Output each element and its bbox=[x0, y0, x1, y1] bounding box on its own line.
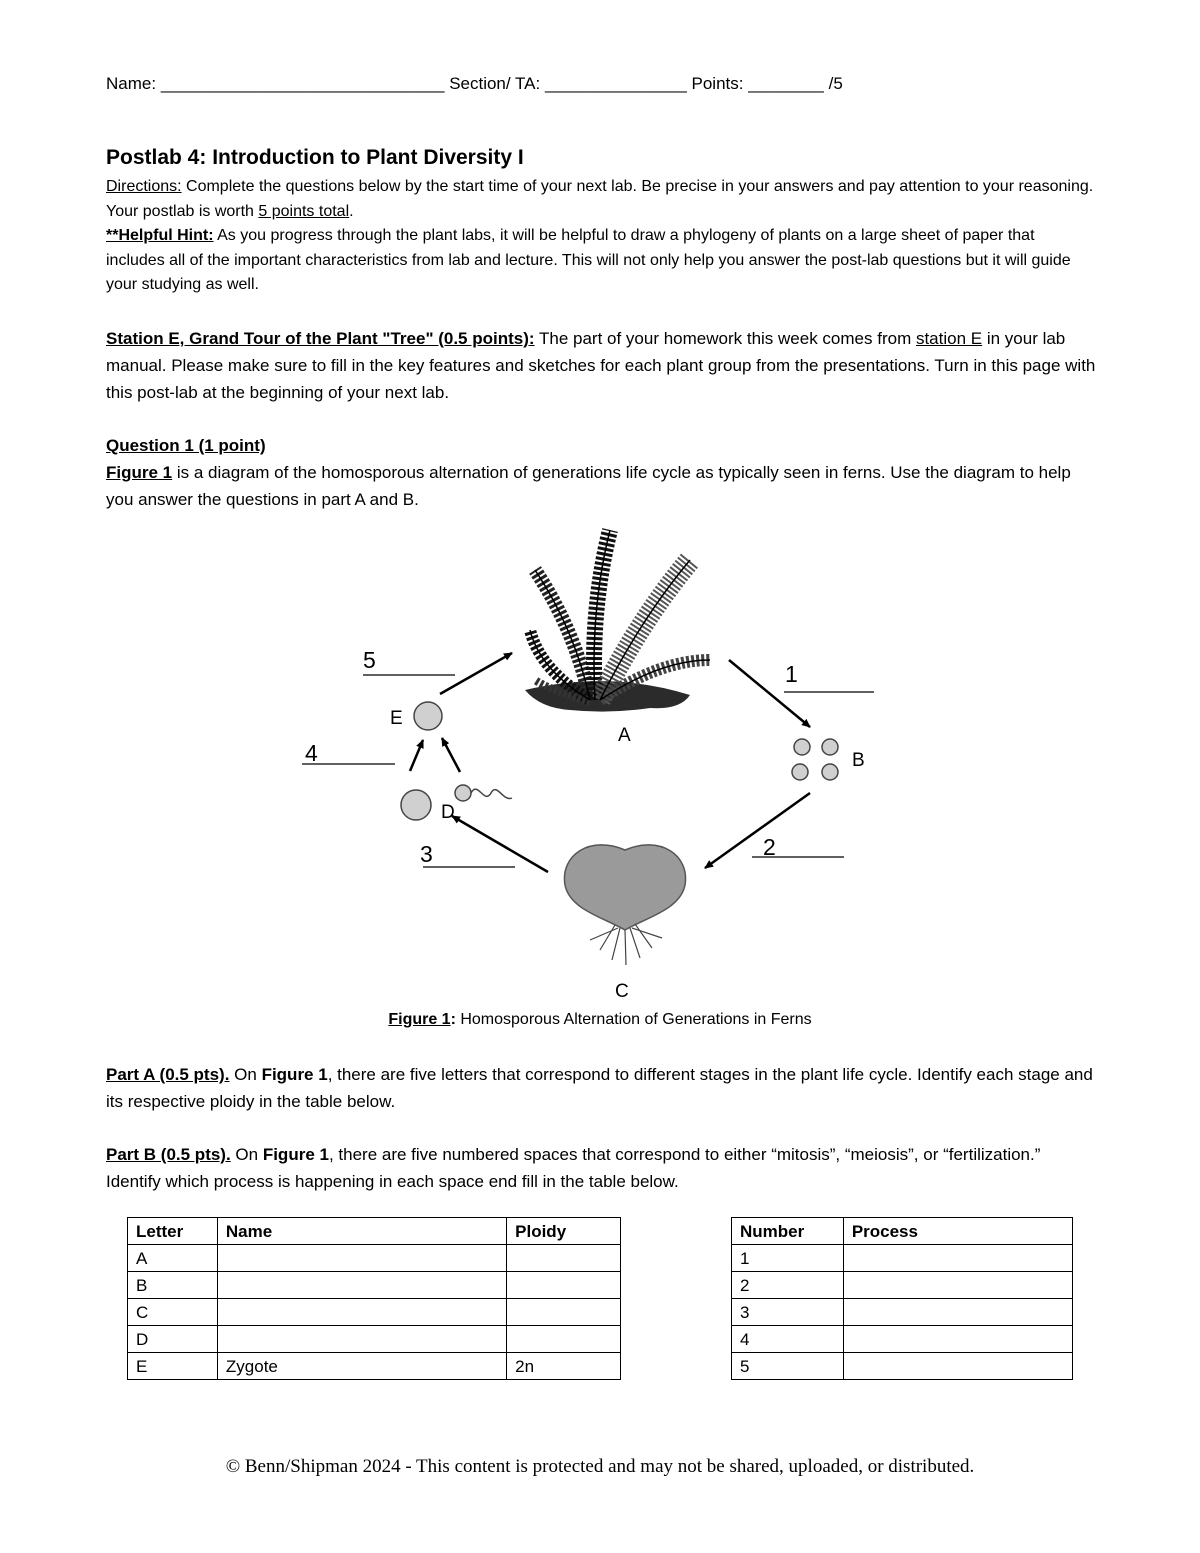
header-letter: Letter bbox=[128, 1218, 218, 1245]
part-a-text: , there are five letters that correspond to different stages in the plant life cycle. Identify each stage and its respective ploidy in the table below. bbox=[106, 1065, 1093, 1111]
table-row bbox=[732, 1353, 1073, 1380]
table-row bbox=[128, 1326, 621, 1353]
table-row bbox=[128, 1299, 621, 1326]
cell-number: 1 bbox=[732, 1245, 844, 1272]
header-name: Name bbox=[217, 1218, 506, 1245]
directions-text-1: Complete the questions below by the start time of your next lab. Be precise in your answers and pay attention to your reasoning. Your postlab is worth bbox=[106, 178, 1094, 220]
name-label: Name: bbox=[106, 74, 157, 93]
table-row bbox=[732, 1326, 1073, 1353]
number-label-5: 5 bbox=[363, 647, 376, 673]
part-b-label: Part B (0.5 pts). bbox=[106, 1145, 231, 1164]
points-label: Points: bbox=[691, 74, 744, 93]
cell-ploidy: 2n bbox=[507, 1353, 621, 1380]
gametophyte-illustration bbox=[564, 845, 685, 965]
question-1-heading: Question 1 (1 point) bbox=[106, 436, 266, 455]
stage-label-d: D bbox=[441, 802, 455, 823]
hint-label: **Helpful Hint: bbox=[106, 227, 214, 244]
figure-1-ref: Figure 1 bbox=[106, 463, 173, 482]
spores-illustration bbox=[792, 739, 838, 780]
stage-label-c: C bbox=[615, 981, 629, 1002]
part-a-figure-ref: Figure 1 bbox=[261, 1065, 328, 1084]
sperm-circle bbox=[455, 785, 471, 801]
cell-process[interactable] bbox=[843, 1245, 1072, 1272]
number-label-4: 4 bbox=[305, 740, 318, 766]
points-blank: ________ bbox=[748, 74, 824, 93]
cell-letter: C bbox=[128, 1299, 218, 1326]
table-row bbox=[732, 1299, 1073, 1326]
cell-process[interactable] bbox=[843, 1299, 1072, 1326]
number-label-1: 1 bbox=[785, 661, 798, 687]
station-e-text-1: The part of your homework this week comes from bbox=[534, 329, 916, 348]
number-label-3: 3 bbox=[420, 841, 433, 867]
directions-text-2: . bbox=[349, 202, 354, 220]
egg-circle bbox=[401, 790, 431, 820]
cell-name: Zygote bbox=[217, 1353, 506, 1380]
cell-number: 2 bbox=[732, 1272, 844, 1299]
cell-process[interactable] bbox=[843, 1272, 1072, 1299]
hint-text: As you progress through the plant labs, it will be helpful to draw a phylogeny of plants on a large sheet of paper that includes all of the important characteristics from lab and lecture. This will not only help you answer the post-lab questions but it will guide your studying as well. bbox=[106, 227, 1071, 293]
arrow-4-left bbox=[410, 740, 423, 771]
arrow-4-right bbox=[442, 738, 460, 772]
stage-label-e: E bbox=[390, 708, 403, 729]
number-table bbox=[731, 1217, 1073, 1380]
cell-ploidy[interactable] bbox=[507, 1326, 621, 1353]
directions-paragraph bbox=[106, 175, 1096, 298]
zygote-circle bbox=[414, 702, 442, 730]
figure-caption bbox=[0, 1011, 1200, 1029]
section-blank: _______________ bbox=[544, 74, 687, 93]
cell-number: 5 bbox=[732, 1353, 844, 1380]
part-b-on: On bbox=[230, 1145, 263, 1164]
cell-name[interactable] bbox=[217, 1326, 506, 1353]
part-b-figure-ref: Figure 1 bbox=[262, 1145, 329, 1164]
arrow-1 bbox=[729, 660, 810, 727]
question-1-text: is a diagram of the homosporous alternation of generations life cycle as typically seen in ferns. Use the diagram to help you answer the questions in part A and B. bbox=[106, 463, 1071, 509]
table-row bbox=[732, 1245, 1073, 1272]
table-row bbox=[128, 1272, 621, 1299]
station-e-label: Station E, Grand Tour of the Plant "Tree" (0.5 points): bbox=[106, 329, 535, 348]
cell-name[interactable] bbox=[217, 1245, 506, 1272]
cell-ploidy[interactable] bbox=[507, 1299, 621, 1326]
cell-letter: A bbox=[128, 1245, 218, 1272]
arrow-5 bbox=[440, 653, 512, 694]
cell-number: 4 bbox=[732, 1326, 844, 1353]
sperm-flagellum bbox=[471, 789, 512, 798]
name-blank: ______________________________ bbox=[160, 74, 445, 93]
caption-colon: : bbox=[450, 1011, 456, 1028]
header-number: Number bbox=[732, 1218, 844, 1245]
table-row bbox=[128, 1245, 621, 1272]
directions-label: Directions: bbox=[106, 178, 182, 195]
letter-table bbox=[127, 1217, 621, 1380]
arrow-3 bbox=[452, 816, 548, 872]
cell-letter: B bbox=[128, 1272, 218, 1299]
cell-letter: D bbox=[128, 1326, 218, 1353]
question-1-paragraph bbox=[106, 432, 1096, 513]
points-total: /5 bbox=[828, 74, 843, 93]
section-label: Section/ TA: bbox=[449, 74, 541, 93]
table-row bbox=[732, 1272, 1073, 1299]
fern-sporophyte-illustration bbox=[525, 530, 710, 712]
caption-label: Figure 1 bbox=[388, 1011, 451, 1028]
part-a-paragraph bbox=[106, 1061, 1096, 1115]
copyright-footer: © Benn/Shipman 2024 - This content is protected and may not be shared, uploaded, or distributed. bbox=[225, 1456, 975, 1477]
table-header-row bbox=[732, 1218, 1073, 1245]
number-label-2: 2 bbox=[763, 834, 776, 860]
cell-name[interactable] bbox=[217, 1299, 506, 1326]
cell-name[interactable] bbox=[217, 1272, 506, 1299]
table-row bbox=[128, 1353, 621, 1380]
header-ploidy: Ploidy bbox=[507, 1218, 621, 1245]
cell-process[interactable] bbox=[843, 1353, 1072, 1380]
cell-ploidy[interactable] bbox=[507, 1272, 621, 1299]
part-a-label: Part A (0.5 pts). bbox=[106, 1065, 230, 1084]
cell-letter: E bbox=[128, 1353, 218, 1380]
cell-ploidy[interactable] bbox=[507, 1245, 621, 1272]
stage-label-a: A bbox=[618, 725, 631, 746]
cell-number: 3 bbox=[732, 1299, 844, 1326]
station-e-paragraph bbox=[106, 325, 1096, 406]
points-total-link: 5 points total bbox=[258, 202, 350, 220]
page-title: Postlab 4: Introduction to Plant Diversity I bbox=[106, 146, 524, 169]
stage-label-b: B bbox=[852, 750, 865, 771]
header-process: Process bbox=[843, 1218, 1072, 1245]
part-b-text: , there are five numbered spaces that correspond to either “mitosis”, “meiosis”, or “fertilization.” Identify which process is happening in each space end fill in the table below. bbox=[106, 1145, 1041, 1191]
caption-text: Homosporous Alternation of Generations in Ferns bbox=[455, 1011, 812, 1028]
part-b-paragraph bbox=[106, 1141, 1096, 1195]
header-line bbox=[106, 74, 843, 94]
part-a-on: On bbox=[229, 1065, 262, 1084]
cell-process[interactable] bbox=[843, 1326, 1072, 1353]
table-header-row bbox=[128, 1218, 621, 1245]
station-e-text-2: in your lab manual. Please make sure to fill in the key features and sketches for each plant group from the presentations. Turn in this page with this post-lab at the beginning of your next lab. bbox=[106, 329, 1096, 402]
life-cycle-diagram bbox=[290, 510, 910, 1010]
station-e-ref: station E bbox=[915, 329, 983, 348]
